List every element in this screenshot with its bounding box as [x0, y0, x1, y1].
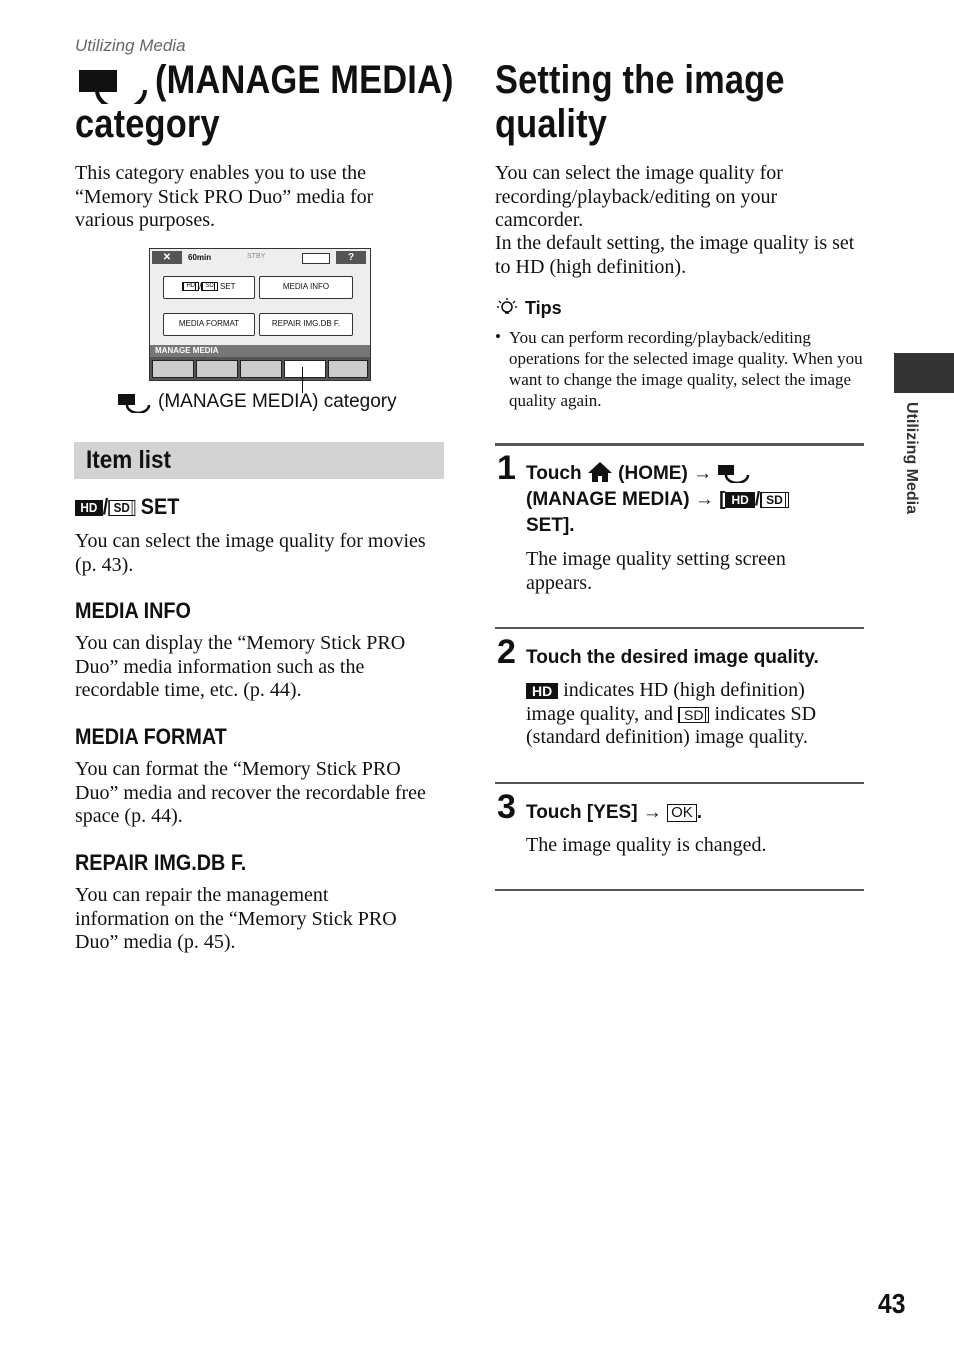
media-info-button[interactable]: MEDIA INFO	[259, 276, 353, 299]
ok-button[interactable]: OK	[667, 804, 697, 822]
item-media-format-title: MEDIA FORMAT	[75, 724, 227, 749]
item-media-format-text: You can format the “Memory Stick PRO Duo” media and recover the recordable free space (p. 44).	[75, 758, 426, 827]
hd-icon: HD	[526, 683, 558, 699]
screen-caption: (MANAGE MEDIA) category	[158, 391, 397, 412]
item-list-heading: Item list	[86, 446, 172, 474]
standby-status: STBY	[247, 253, 266, 260]
page-title-right-line1: Setting the image	[495, 58, 785, 102]
camera-category-icon[interactable]	[152, 360, 194, 378]
intro-text: This category enables you to use the “Memory Stick PRO Duo” media for various purposes.	[75, 162, 374, 231]
hd-icon: HD	[725, 492, 754, 508]
tip-bullet: •	[495, 327, 501, 346]
page-title-left-line2: category	[75, 102, 220, 146]
item-media-info-title: MEDIA INFO	[75, 598, 191, 623]
manage-media-icon	[75, 60, 165, 104]
page-title-left-line1: (MANAGE MEDIA)	[155, 58, 454, 102]
step1-title: Touch (HOME) → (MANAGE MEDIA) → [ HD / SD SET].	[526, 461, 866, 539]
category-bar	[150, 357, 370, 380]
manage-media-category-icon[interactable]	[284, 360, 326, 378]
sd-icon: SD	[760, 492, 789, 508]
sd-icon: SD	[678, 707, 709, 723]
page-title-right-line2: quality	[495, 102, 608, 146]
remaining-time: 60min	[188, 253, 212, 262]
step3-rule	[495, 782, 864, 784]
side-tab-block	[894, 353, 954, 393]
step1-number: 1	[497, 449, 516, 487]
home-icon	[587, 461, 613, 483]
caption-icon	[117, 391, 153, 418]
step1-rule	[495, 443, 864, 446]
sd-icon: SD	[201, 282, 217, 291]
step3-desc: The image quality is changed.	[526, 834, 767, 856]
right-intro-1: You can select the image quality for recording/playback/editing on your camcorder.	[495, 162, 783, 231]
close-button[interactable]: ✕	[152, 251, 182, 264]
bottom-rule	[495, 889, 864, 891]
step3-number: 3	[497, 788, 516, 826]
hd-icon: HD	[182, 282, 199, 291]
settings-category-icon[interactable]	[328, 360, 368, 378]
help-button[interactable]: ?	[336, 251, 366, 264]
step2-title: Touch the desired image quality.	[526, 647, 819, 668]
lcd-screen	[149, 248, 371, 381]
other-category-icon[interactable]	[240, 360, 282, 378]
category-label: MANAGE MEDIA	[150, 345, 370, 357]
lightbulb-icon	[497, 298, 517, 325]
item-repair-title: REPAIR IMG.DB F.	[75, 850, 247, 875]
item-set-title: HD / SD SET	[75, 494, 179, 520]
media-format-button[interactable]: MEDIA FORMAT	[163, 313, 255, 336]
set-button[interactable]: HD / SD SET	[163, 276, 255, 299]
right-intro-2: In the default setting, the image quality is set to HD (high definition).	[495, 232, 855, 278]
hd-icon: HD	[75, 500, 103, 516]
step2-number: 2	[497, 633, 516, 671]
item-set-text: You can select the image quality for movies (p. 43).	[75, 530, 426, 576]
section-header: Utilizing Media	[75, 36, 186, 55]
step2-rule	[495, 627, 864, 629]
side-tab-label: Utilizing Media	[903, 402, 920, 514]
step2-desc: HD indicates HD (high definition) image quality, and SD indicates SD (standard definition) image quality.	[526, 679, 817, 748]
playback-category-icon[interactable]	[196, 360, 238, 378]
repair-button[interactable]: REPAIR IMG.DB F.	[259, 313, 353, 336]
quality-icon	[302, 253, 330, 264]
sd-icon: SD	[108, 500, 135, 516]
step3-title: Touch [YES] → OK .	[526, 802, 703, 823]
tip-text: You can perform recording/playback/editing operations for the selected image quality. When you want to change the image quality, select the image quality again.	[509, 328, 863, 410]
page-number: 43	[878, 1288, 906, 1319]
side-tab-label-wrap	[898, 402, 920, 542]
item-media-info-text: You can display the “Memory Stick PRO Duo” media information such as the recordable time, etc. (p. 44).	[75, 632, 406, 701]
callout-line	[302, 367, 303, 393]
item-repair-text: You can repair the management information on the “Memory Stick PRO Duo” media (p. 45).	[75, 884, 397, 953]
manage-media-icon	[717, 461, 751, 483]
tips-label: Tips	[525, 298, 562, 318]
step1-desc: The image quality setting screen appears.	[526, 548, 786, 594]
